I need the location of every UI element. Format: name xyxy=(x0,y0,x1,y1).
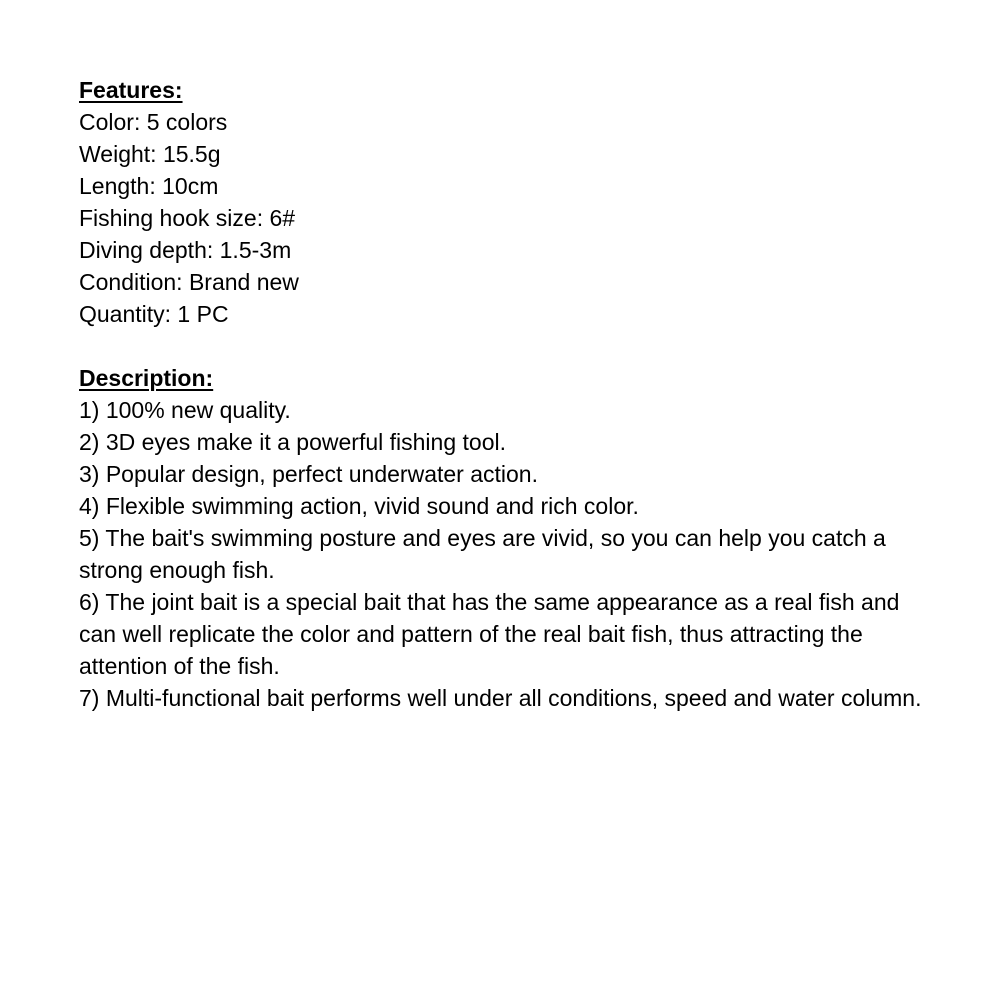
description-item-6: 6) The joint bait is a special bait that has the same appearance as a real fish and can well replicate the color and pattern of the real bait fish, thus attracting the attention of the fish. xyxy=(79,589,900,679)
description-item-3: 3) Popular design, perfect underwater action. xyxy=(79,461,538,487)
product-spec-document xyxy=(79,74,929,714)
features-section xyxy=(79,74,929,330)
description-item-4: 4) Flexible swimming action, vivid sound and rich color. xyxy=(79,493,639,519)
description-item-5: 5) The bait's swimming posture and eyes are vivid, so you can help you catch a strong enough fish. xyxy=(79,525,886,583)
feature-item-length: Length: 10cm xyxy=(79,173,219,199)
description-item-7: 7) Multi-functional bait performs well under all conditions, speed and water column. xyxy=(79,685,922,711)
feature-item-color: Color: 5 colors xyxy=(79,109,228,135)
feature-item-diving-depth: Diving depth: 1.5-3m xyxy=(79,237,292,263)
description-item-2: 2) 3D eyes make it a powerful fishing tool. xyxy=(79,429,506,455)
section-spacer xyxy=(79,330,929,362)
feature-item-weight: Weight: 15.5g xyxy=(79,141,221,167)
feature-item-quantity: Quantity: 1 PC xyxy=(79,301,229,327)
features-heading: Features: xyxy=(79,77,183,103)
description-heading: Description: xyxy=(79,365,214,391)
description-item-1: 1) 100% new quality. xyxy=(79,397,291,423)
feature-item-hook-size: Fishing hook size: 6# xyxy=(79,205,296,231)
feature-item-condition: Condition: Brand new xyxy=(79,269,299,295)
description-section xyxy=(79,362,929,714)
